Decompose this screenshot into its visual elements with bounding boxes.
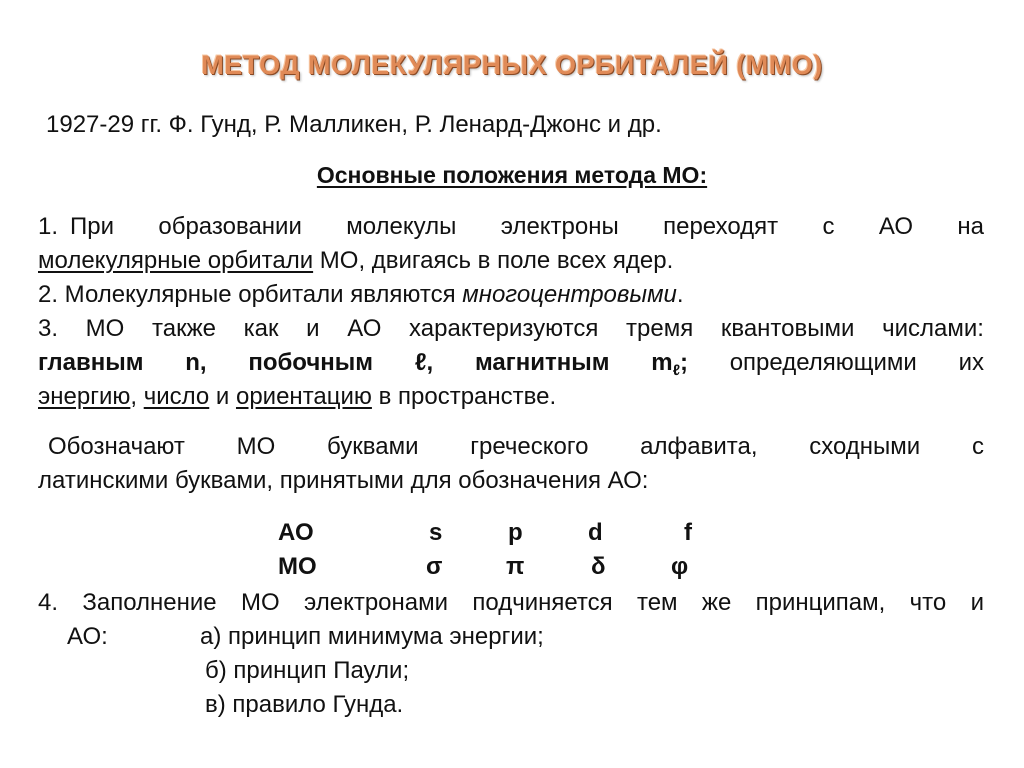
page-title: МЕТОД МОЛЕКУЛЯРНЫХ ОРБИТАЛЕЙ (ММО)	[201, 50, 823, 80]
point-4-ao: АО:	[67, 623, 108, 650]
word: Обозначают	[48, 433, 185, 460]
underlined-number: число	[143, 383, 210, 410]
principle-a: а) принцип минимума энергии;	[200, 623, 544, 650]
text: в пространстве.	[371, 383, 557, 410]
word: тремя	[626, 315, 694, 342]
table-mo-pi: π	[506, 553, 525, 580]
word: буквами	[327, 433, 419, 460]
word: числами:	[882, 315, 984, 342]
word: При	[70, 213, 115, 240]
point-2	[38, 278, 684, 312]
table-label-mo: МО	[278, 553, 317, 580]
point-1-line-1	[70, 210, 984, 244]
word: электроны	[500, 213, 619, 240]
word: алфавита,	[640, 433, 758, 460]
table-ao-d: d	[588, 519, 603, 546]
text: ,	[130, 383, 138, 410]
quantum-number-l: ℓ,	[414, 349, 434, 376]
table-ao-f: f	[684, 519, 692, 546]
word: МО	[85, 315, 125, 342]
quantum-number-side: побочным	[248, 349, 374, 376]
word: АО	[878, 213, 913, 240]
table-mo-delta: δ	[591, 553, 606, 580]
underlined-energy: энергию	[38, 383, 131, 410]
word: характеризуются	[409, 315, 599, 342]
word: МО	[236, 433, 276, 460]
principle-b: б) принцип Паули;	[205, 657, 410, 684]
table-mo-phi: φ	[671, 553, 689, 580]
word: сходными	[809, 433, 921, 460]
italic-term: многоцентровыми	[462, 281, 677, 308]
word: и	[306, 315, 320, 342]
word: образовании	[158, 213, 302, 240]
quantum-number-n: n,	[185, 349, 207, 376]
section-heading-text: Основные положения метода МО:	[316, 162, 708, 188]
text: .	[676, 281, 684, 308]
word: 3.	[38, 315, 59, 342]
authors-line: 1927-29 гг. Ф. Гунд, Р. Малликен, Р. Ленард-Джонс и др.	[46, 111, 662, 138]
text: 2. Молекулярные орбитали являются	[38, 281, 463, 308]
m-symbol: m	[651, 349, 673, 376]
point-1-line-2	[38, 244, 673, 278]
table-ao-p: p	[508, 519, 523, 546]
quantum-number-main: главным	[38, 349, 144, 376]
word: с	[822, 213, 835, 240]
designate-line-2: латинскими буквами, принятыми для обозначения АО:	[38, 467, 649, 494]
text: и	[209, 383, 236, 410]
point-3-line-3	[38, 380, 556, 414]
underlined-term: молекулярные орбитали	[38, 247, 314, 274]
section-heading	[0, 158, 1024, 192]
word: как	[243, 315, 279, 342]
word: на	[957, 213, 984, 240]
word: переходят	[663, 213, 779, 240]
table-label-ao: АО	[278, 519, 314, 546]
quantum-number-magnetic: магнитным	[474, 349, 610, 376]
point-1-number: 1.	[38, 213, 59, 240]
table-ao-s: s	[429, 519, 443, 546]
word: также	[152, 315, 216, 342]
underlined-orientation: ориентацию	[235, 383, 372, 410]
word: определяющими	[729, 349, 917, 376]
quantum-number-m	[651, 346, 688, 388]
word: АО	[347, 315, 382, 342]
semicolon: ;	[679, 349, 688, 376]
designate-line-1	[48, 430, 984, 464]
word: молекулы	[346, 213, 457, 240]
point-4-line-1: 4. Заполнение МО электронами подчиняется тем же принципам, что и	[38, 589, 984, 616]
word: их	[958, 349, 984, 376]
text: МО, двигаясь в поле всех ядер.	[313, 247, 674, 274]
principle-c: в) правило Гунда.	[205, 691, 404, 718]
word: греческого	[470, 433, 589, 460]
m-subscript: ℓ	[672, 362, 680, 379]
point-3-line-1	[38, 312, 984, 346]
word: с	[971, 433, 984, 460]
table-mo-sigma: σ	[426, 553, 443, 580]
word: квантовыми	[720, 315, 855, 342]
